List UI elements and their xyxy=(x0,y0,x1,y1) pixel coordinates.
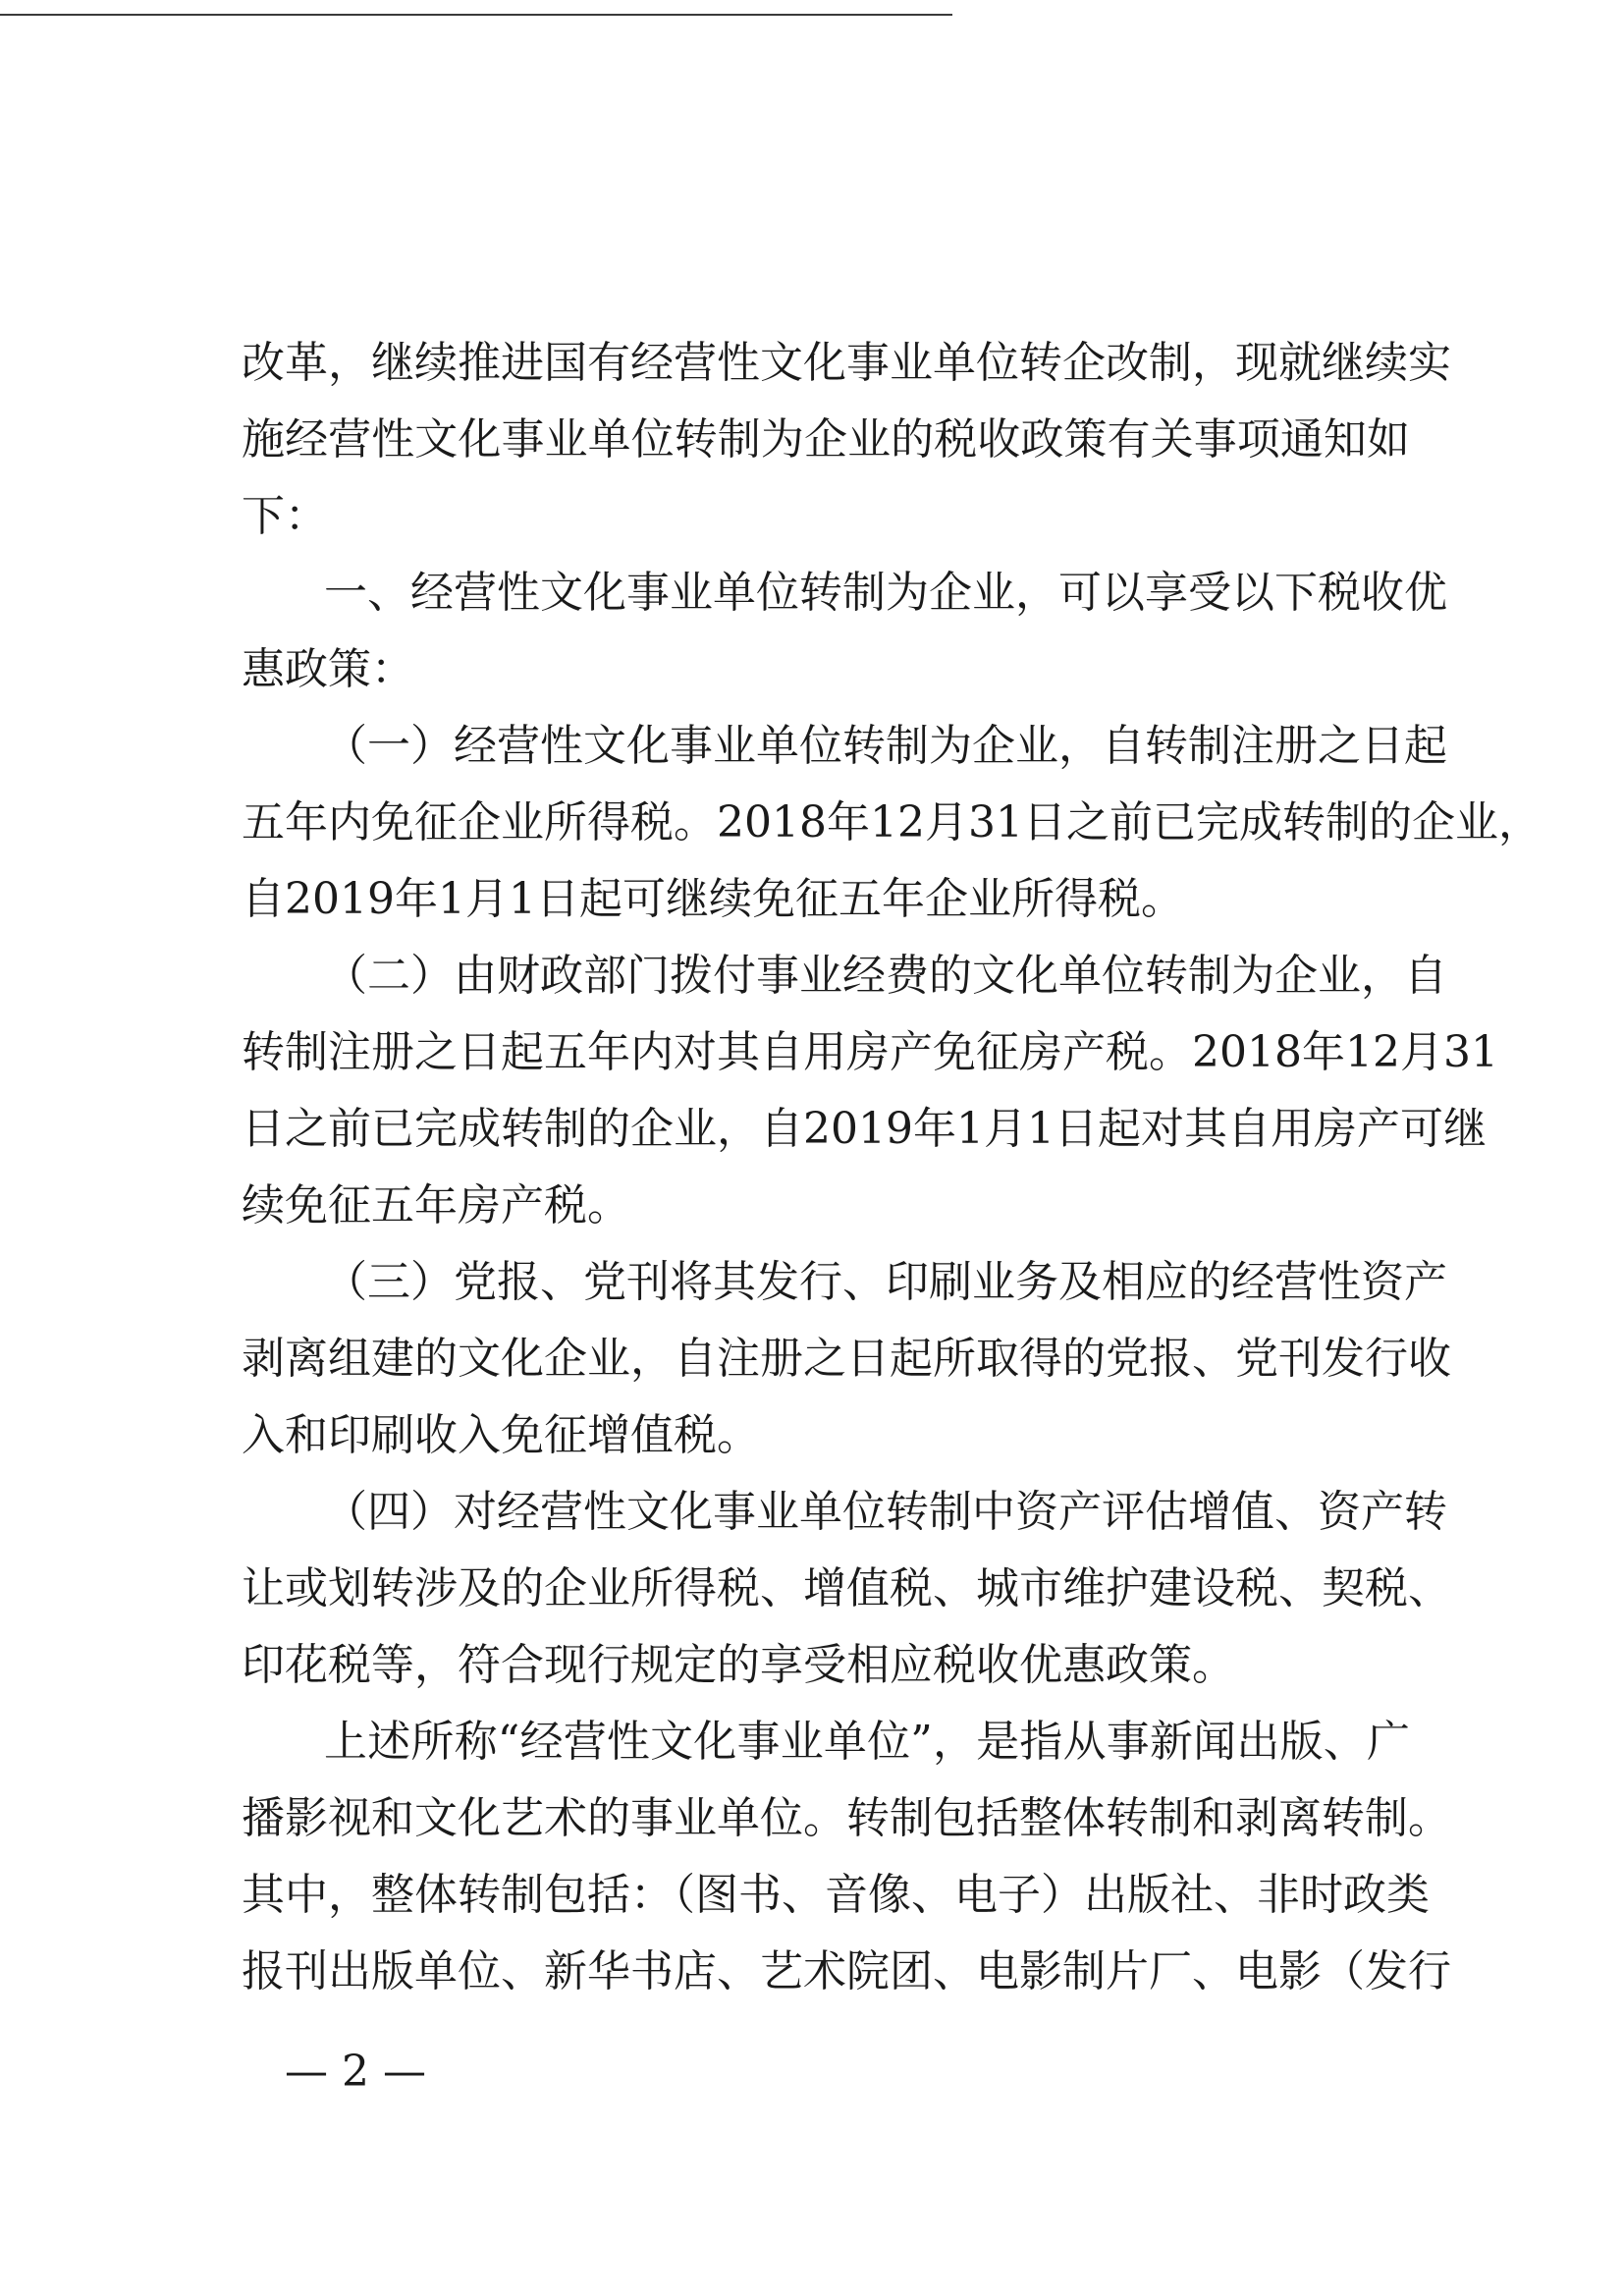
text-line-17: 让或划转涉及的企业所得税、增值税、城市维护建设税、契税、 xyxy=(242,1563,1451,1613)
text-line-2: 施经营性文化事业单位转制为企业的税收政策有关事项通知如 xyxy=(242,414,1410,465)
text-line-14: 剥离组建的文化企业，自注册之日起所取得的党报、党刊发行收 xyxy=(242,1334,1451,1384)
text-line-9: （二）由财政部门拨付事业经费的文化单位转制为企业，自 xyxy=(324,951,1447,1001)
text-line-6: （一）经营性文化事业单位转制为企业，自转制注册之日起 xyxy=(324,721,1447,771)
text-line-19: 上述所称“经营性文化事业单位”，是指从事新闻出版、广 xyxy=(324,1717,1410,1767)
text-line-13: （三）党报、党刊将其发行、印刷业务及相应的经营性资产 xyxy=(324,1257,1447,1307)
text-line-21: 其中，整体转制包括：（图书、音像、电子）出版社、非时政类 xyxy=(242,1870,1430,1920)
text-line-8: 自2019年1月1日起可继续免征五年企业所得税。 xyxy=(242,874,1184,924)
header-rule xyxy=(0,14,952,16)
text-line-3: 下： xyxy=(242,491,328,541)
text-line-12: 续免征五年房产税。 xyxy=(242,1180,630,1230)
text-line-16: （四）对经营性文化事业单位转制中资产评估增值、资产转 xyxy=(324,1487,1447,1537)
page-number: — 2 — xyxy=(285,2047,426,2097)
text-line-22: 报刊出版单位、新华书店、艺术院团、电影制片厂、电影（发行 xyxy=(242,1946,1451,1996)
text-line-7: 五年内免征企业所得税。2018年12月31日之前已完成转制的企业， xyxy=(242,797,1542,847)
text-line-15: 入和印刷收入免征增值税。 xyxy=(242,1410,760,1460)
text-line-10: 转制注册之日起五年内对其自用房产免征房产税。2018年12月31 xyxy=(242,1027,1498,1077)
text-line-11: 日之前已完成转制的企业，自2019年1月1日起对其自用房产可继 xyxy=(242,1104,1487,1154)
text-line-20: 播影视和文化艺术的事业单位。转制包括整体转制和剥离转制。 xyxy=(242,1793,1451,1843)
text-line-18: 印花税等，符合现行规定的享受相应税收优惠政策。 xyxy=(242,1640,1235,1690)
text-line-4: 一、经营性文化事业单位转制为企业，可以享受以下税收优 xyxy=(324,568,1447,618)
text-line-1: 改革，继续推进国有经营性文化事业单位转企改制，现就继续实 xyxy=(242,338,1451,388)
text-line-5: 惠政策： xyxy=(242,644,414,694)
